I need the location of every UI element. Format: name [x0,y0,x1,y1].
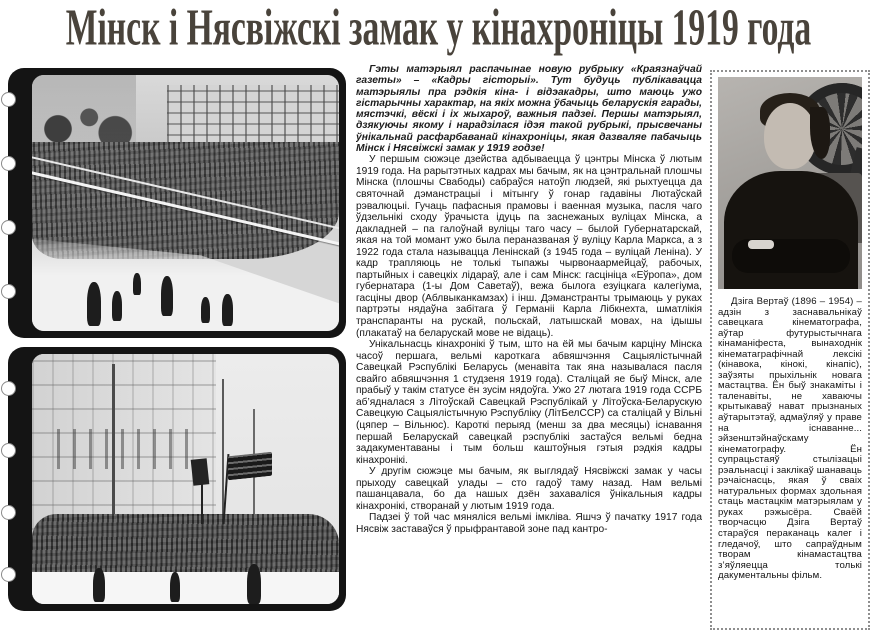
article-paragraph: У першым сюжэце дзейства адбываецца ў цэнтры Мінска ў лютым 1919 года. На рарытэтных кадрах мы бачым, як на цэнтральнай плошчы Мінска (плошчы Свабоды) сабраўся натоўп людзей, які рыхтуецца да святочнай дэманстрацыі і мітынгу ў гонар гадавіны Лютаўскай рэвалюцыі. Гучаць пафасныя прамовы і ваенная музыка, пасля чаго ўдзельнікі сходу ўрачыста ідуць па заснежаных вуліцах Мінска, а дакладней – па галоўнай вуліцы таго часу – былой Губернатарскай, якая на той момант ужо была пераназваная ў вуліцу Карла Маркса, а з 1922 года стала называцца Ленінскай (з 1945 года – вуліцай Леніна). У кадр трапляюць не толькі тыпажы чырвонаармейцаў, рабочых, партыйных і савецкіх лідараў, але і сам Мінск: гасцініца «Еўропа», дом губернатара (1-ы Дом Саветаў), вежа былога езуіцкага калегіума, гасціны двор (Аблвыканкамзах) і інш. Дэманстранты трымаюць у руках партрэты нядаўна забітага ў Германіі Карла Лібкнехта, шматлікія транспаранты на рускай, польскай, латышскай мовах, на ідышы (плакатаў на беларускай мове не відаць). [356,154,702,339]
film-sprocket-hole [1,92,16,107]
film-still-street-photo [8,347,346,611]
photo-person-silhouette [161,276,173,316]
photo-person-silhouette [201,297,210,323]
photo-person-silhouette [222,294,233,326]
film-sprocket-hole [1,567,16,582]
street-photo-image [32,354,339,604]
photo-person-silhouette [247,564,261,604]
portrait-caption: Дзіга Вертаў (1896 – 1954) – адзін з заснавальнікаў савецкага кінематографа, аўтар футурыстычнага кінаманіфеста, вынаходнік кінематаграфічнай лексікі (кінавока, кінокі, кінапіс), заўзяты прыхільнік новага мастацтва. Ён быў знакаміты і таленавіты, не хаваючы крытыкаваў нават прызнаных аўтарытэтаў, адмаўляў у праве на існаванне... эйзенштэйнаўскаму кінематографу. Ён супрацьстаяў стылізацыі рэальнасці і заклікаў шанаваць рэчаіснасць, якая ў сваіх натуральных формах здольная стаць мастацкім матэрыялам у руках рэжысёра. Сваёй творчасцю Дзіга Вертаў стараўся пераканаць калег і гледачоў, што сапраўдным творам кінамастацтва з’яўляецца толькі дакументальны фільм. [718,296,862,582]
film-sprocket-hole [1,381,16,396]
photo-facade-arches [57,429,192,469]
header [0,0,877,62]
photo-person-silhouette [87,282,101,326]
film-still-crowd-photo [8,68,346,338]
photo-flag [190,458,209,486]
photo-trees [32,75,136,152]
dziga-vertov-portrait-photo [718,77,862,289]
article-paragraph: У другім сюжэце мы бачым, як выглядаў Нясвіжскі замак у часы прыходу савецкай улады – сто гадоў таму назад. Нам вельмі пашанцавала, бо да нашых дзён захаваліся ўнікальныя кадры кінахронікі, створанай у лютым 1919 года. [356,466,702,512]
photo-pole [112,364,115,539]
photo-person-silhouette [93,568,105,602]
article-body [356,64,702,614]
photo-flag [228,452,272,481]
portrait-shirt-cuff [748,240,774,249]
article-paragraph: Падзеі ў той час мяняліся вельмі імкліва. Яшчэ ў пачатку 1917 года Нясвіж заставаўся ў прыфрантавой зоне пад кантро- [356,512,702,535]
photo-snow-street [32,572,339,605]
sidebar-portrait-box [710,70,870,630]
film-sprocket-hole [1,284,16,299]
film-sprocket-hole [1,505,16,520]
photo-person-silhouette [133,273,141,295]
photo-person-silhouette [170,572,180,602]
photo-person-silhouette [112,291,122,321]
article-lead-paragraph: Гэты матэрыял распачынае новую рубрыку «Краязнаўчай газеты» – «Кадры гісторыі». Тут будуць публікавацца матэрыялы пра рэдкія кіна- і відэакадры, што маюць ужо гістарычны характар, на якіх можна ўбачыць беларускія гарады, мястэчкі, вёскі і іх жыхароў, важныя падзеі. Першы матэрыял, дзякуючы якому і нарадзілася ідэя такой рубрыкі, прысвечаны ўнікальнай расфарбаванай кінахроніцы, якая дазваляе пабачыць Мінск і Нясвіжскі замак у 1919 годзе! [356,64,702,155]
article-paragraph: Унікальнасць кінахронікі ў тым, што на ёй мы бачым карціну Мінска часоў першага, вельмі кароткага абвяшчэння Сацыялістычнай Савецкай Рэспублікі Беларусь (менавіта так яна называлася пасля свайго абвяшчэння 1 студзеня 1919 года). Сталіцай яе быў Мінск, але прабыў у такім статусе ён зусім нядоўга. Ужо 27 лютага 1919 года ССРБ аб’ядналася з Літоўскай Савецкай Рэспублікай у Літоўска-Беларускую Савецкую Сацыялістычную Рэспубліку (ЛітБелССР) са сталіцай у Вільні (цяпер – Вільнюс). Кароткі перыяд (менш за два месяцы) існавання першай Беларускай савецкай рэспублікі застаўся вельмі бедна задакументаваны і тым больш каштоўныя гэтыя рэдкія кадры кінахронікі. [356,339,702,466]
photo-procession-crowd [32,514,339,574]
page-title: Мінск і Нясвіжскі замак у кінахроніцы 1919 года [65,0,812,57]
photo-building-windows [167,85,339,146]
film-sprocket-hole [1,443,16,458]
photo-crowd-mass [32,142,339,260]
film-sprocket-hole [1,220,16,235]
portrait-face [764,103,816,169]
crowd-photo-image [32,75,339,331]
film-sprocket-hole [1,156,16,171]
